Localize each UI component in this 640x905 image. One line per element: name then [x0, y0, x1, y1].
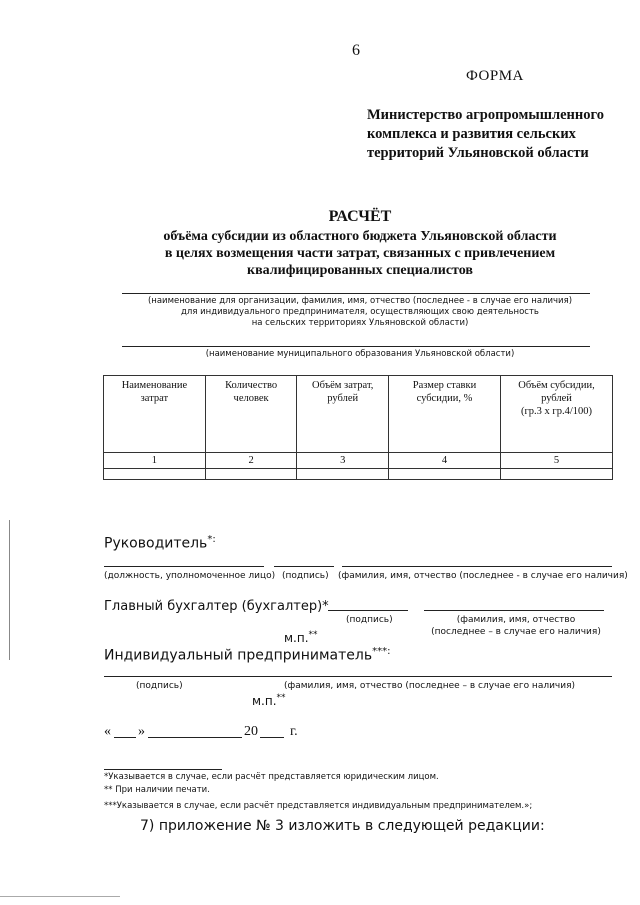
recipient-line-1: Министерство агропромышленного [367, 107, 604, 123]
footnote-3: ***Указывается в случае, если расчёт представляется индивидуальным предпринимателем.»; [104, 801, 533, 811]
entrepreneur-name-caption: (фамилия, имя, отчество (последнее – в случае его наличия) [284, 681, 576, 691]
subtitle-line-3: квалифицированных специалистов [247, 263, 473, 278]
head-position-line[interactable] [104, 566, 264, 567]
stamp-label [284, 630, 318, 645]
document-subtitle [100, 228, 620, 279]
header-cost-volume: Объём затрат, рублей [297, 376, 389, 453]
organization-caption-line-1: (наименование для организации, фамилия, имя, отчество (последнее - в случае его наличия) [147, 296, 573, 306]
calculation-table [103, 375, 613, 480]
entrepreneur-label-text: Индивидуальный предприниматель [104, 647, 373, 664]
header-subsidy-volume: Объём субсидии, рублей (гр.3 х гр.4/100) [500, 376, 612, 453]
organization-input-line[interactable] [122, 293, 590, 294]
scan-margin-mark [9, 520, 10, 660]
footnote-divider [104, 769, 222, 770]
header-subsidy-rate: Размер ставки субсидии, % [389, 376, 501, 453]
accountant-signature-line[interactable] [328, 610, 408, 611]
municipality-caption: (наименование муниципального образования Ульяновской области) [205, 349, 515, 359]
recipient-line-3: территорий Ульяновской области [367, 145, 589, 161]
table-cell[interactable] [297, 469, 389, 480]
date-close-quote: » [138, 724, 145, 739]
accountant-name-line[interactable] [424, 610, 604, 611]
organization-caption-line-2: для индивидуального предпринимателя, осуществляющих свою деятельность [181, 307, 539, 317]
accountant-signature-caption: (подпись) [346, 615, 393, 625]
header-cost-name: Наименование затрат [104, 376, 206, 453]
entrepreneur-line[interactable] [104, 676, 612, 677]
date-line [104, 724, 324, 742]
table-header-row [104, 376, 613, 453]
subtitle-line-1: объёма субсидии из областного бюджета Ульяновской области [163, 229, 557, 244]
entrepreneur-signature-caption: (подпись) [136, 681, 183, 691]
organization-caption-line-3: на сельских территориях Ульяновской области) [251, 318, 469, 328]
table-cell[interactable] [205, 469, 297, 480]
table-row [104, 469, 613, 480]
date-year-prefix: 20 [244, 724, 258, 739]
recipient-block [367, 106, 604, 163]
form-label: ФОРМА [466, 68, 524, 84]
column-number-5: 5 [500, 453, 612, 469]
head-label [104, 534, 216, 552]
head-name-caption: (фамилия, имя, отчество (последнее - в случае его наличия) [338, 571, 628, 581]
date-year-suffix: г. [290, 724, 298, 739]
entrepreneur-label-mark: ***: [372, 646, 391, 657]
stamp-label-text: м.п. [284, 631, 309, 645]
column-number-4: 4 [389, 453, 501, 469]
table-cell[interactable] [104, 469, 206, 480]
accountant-label: Главный бухгалтер (бухгалтер)* [104, 599, 329, 614]
stamp-label-mark: ** [308, 630, 318, 640]
document-title: РАСЧЁТ [328, 208, 392, 225]
column-number-3: 3 [297, 453, 389, 469]
closing-text: 7) приложение № 3 изложить в следующей редакции: [140, 818, 545, 834]
municipality-input-line[interactable] [122, 346, 590, 347]
table-cell[interactable] [389, 469, 501, 480]
head-position-caption: (должность, уполномоченное лицо) [104, 571, 276, 581]
entrepreneur-label [104, 646, 390, 664]
date-open-quote: « [104, 724, 111, 739]
head-signature-line[interactable] [274, 566, 334, 567]
page-number: 6 [352, 42, 360, 59]
table-cell[interactable] [500, 469, 612, 480]
stamp-label-mark: ** [276, 693, 286, 703]
head-name-line[interactable] [342, 566, 612, 567]
header-people-count: Количество человек [205, 376, 297, 453]
scan-bottom-mark [0, 896, 120, 897]
accountant-name-caption [416, 614, 616, 638]
organization-caption [100, 296, 620, 329]
footnote-2: ** При наличии печати. [104, 785, 210, 795]
footnote-1: *Указывается в случае, если расчёт представляется юридическим лицом. [104, 772, 439, 782]
recipient-line-2: комплекса и развития сельских [367, 126, 576, 142]
date-day-field[interactable] [114, 737, 136, 738]
accountant-name-caption-line-1: (фамилия, имя, отчество [456, 615, 576, 625]
head-label-mark: *: [207, 534, 216, 545]
table-row [104, 453, 613, 469]
column-number-2: 2 [205, 453, 297, 469]
column-number-1: 1 [104, 453, 206, 469]
date-year-field[interactable] [260, 737, 284, 738]
head-label-text: Руководитель [104, 535, 208, 552]
date-month-field[interactable] [148, 737, 242, 738]
stamp-label-text: м.п. [252, 694, 277, 708]
accountant-name-caption-line-2: (последнее – в случае его наличия) [431, 627, 601, 637]
head-signature-caption: (подпись) [282, 571, 329, 581]
stamp-label [252, 693, 286, 708]
subtitle-line-2: в целях возмещения части затрат, связанных с привлечением [164, 246, 556, 261]
